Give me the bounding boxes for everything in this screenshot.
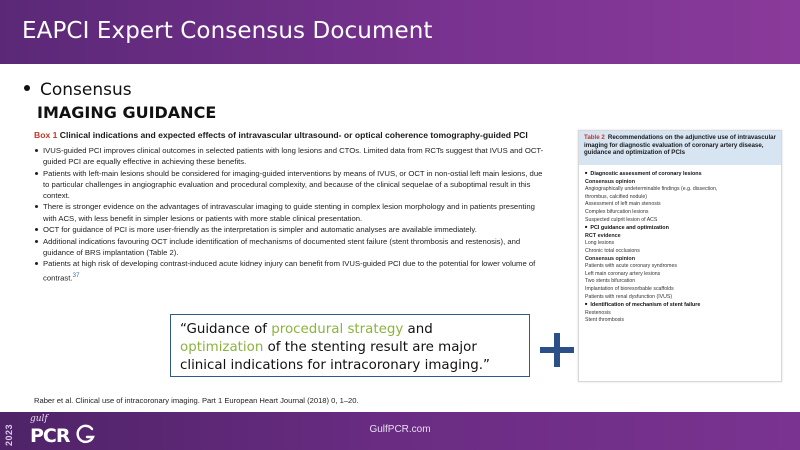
quote-box (170, 314, 530, 377)
table2-row: Suspected culprit lesion of ACS (585, 216, 658, 223)
quote-highlight-strategy: procedural strategy (271, 322, 404, 337)
header-bar (0, 0, 800, 64)
box1-item: There is stronger evidence on the advantages of intravascular imaging to guide stenting in complex lesion morphology and in patients presenting with ACS, with less benefit in simpler lesions or patients with more stable clinical presentation. (34, 201, 546, 223)
imaging-guidance-heading: IMAGING GUIDANCE (37, 103, 217, 122)
table2-row: Two stents bifurcation (585, 278, 636, 285)
table2-row: Angiographically undeterminable findings (e.g. dissection, (585, 186, 718, 193)
quote-text: “Guidance of (180, 322, 272, 337)
box1-item-text: Patients at high risk of developing contrast-induced acute kidney injury can benefit from IVUS-guided PCI due to the potential for lower volume of contrast. (43, 259, 536, 283)
table2-header (579, 131, 781, 165)
plus-bar-vertical (554, 333, 560, 367)
table2-row: Consensus opinion (585, 255, 636, 262)
table2-label: Table 2 (584, 134, 605, 141)
logo-year (2, 414, 16, 448)
box1-item: IVUS-guided PCI improves clinical outcomes in selected patients with long lesions and CTOs. Limited data from RCTs suggest that IVUS and OCT-guided PCI are equally effective in achieving these benefits. (34, 145, 546, 167)
table2-row: Complex bifurcation lesions (585, 208, 649, 215)
table2-row: Assessment of left main stenosis (585, 201, 661, 208)
table2-row: ■ PCI guidance and optimization (585, 224, 775, 233)
table2-row: ■ Diagnostic assessment of coronary lesions (585, 170, 775, 179)
table2-row: Left main coronary artery lesions (585, 270, 661, 277)
table2-row: Chronic total occlusions (585, 247, 640, 254)
quote-text: and (403, 322, 433, 337)
table2-body (579, 165, 781, 325)
reference-citation: Raber et al. Clinical use of intracoronary imaging. Part 1 European Heart Journal (2018) 0, 1–20. (34, 396, 359, 405)
box1-label: Box 1 (34, 130, 58, 140)
box1-title-text: Clinical indications and expected effects of intravascular ultrasound- or optical coherence tomography-guided PCI (59, 130, 528, 140)
table2-row: Stent thrombosis (585, 317, 624, 324)
quote-text: of the stenting result are major clinical indications for intracoronary imaging.” (180, 340, 490, 373)
table2-title: Recommendations on the adjunctive use of intravascular imaging for diagnostic evaluation of coronary artery disease, guidance and optimization of PCIs (584, 134, 777, 157)
table2-row: thrombus, calcified nodule) (585, 193, 647, 200)
table2-row: Implantation of bioresorbable scaffolds (585, 285, 674, 292)
box1-item (34, 258, 546, 283)
box1-list (34, 145, 546, 283)
box1-panel (34, 130, 546, 284)
box1-item: OCT for guidance of PCI is more user-friendly as the interpretation is simpler and automatic analyses are available immediately. (34, 224, 546, 235)
logo-year-text: 2023 (4, 423, 14, 446)
table2-row: RCT evidence (585, 232, 621, 239)
consensus-label: Consensus (40, 80, 132, 100)
box1-item: Additional indications favouring OCT include identification of mechanisms of documented stent failure (stent thrombosis and restenosis), and guidance of BRS implantation (Table 2). (34, 236, 546, 258)
plus-icon (540, 333, 574, 367)
logo-gulf-text: gulf (30, 414, 48, 424)
table2-row: Restenosis (585, 309, 611, 316)
bullet-dot-icon (24, 85, 30, 91)
citation-superscript: 37 (72, 271, 80, 279)
box1-item: Patients with left-main lesions should be considered for imaging-guided interventions by means of IVUS, or OCT in non-ostial left main lesions, due to particular challenges in angiographic evaluation and procedural complexity, and because of the clinical sequelae of a suboptimal result in this context. (34, 168, 546, 201)
table2-row: ■ Identification of mechanism of stent failure (585, 301, 775, 310)
slide-title: EAPCI Expert Consensus Document (22, 18, 433, 44)
table2-panel (578, 130, 782, 382)
box1-title (34, 130, 546, 141)
logo-pcr-text: PCR (30, 425, 70, 447)
gulfpcr-logo-icon (75, 423, 97, 445)
table2-row: Long lesions (585, 240, 615, 247)
quote-highlight-optimization: optimization (180, 340, 264, 355)
table2-row: Patients with acute coronary syndromes (585, 263, 677, 270)
consensus-bullet (24, 80, 132, 100)
footer-url: GulfPCR.com (369, 424, 431, 435)
table2-row: Patients with renal dysfunction (IVUS) (585, 293, 673, 300)
table2-row: Consensus opinion (585, 178, 636, 185)
footer-bar (0, 412, 800, 450)
